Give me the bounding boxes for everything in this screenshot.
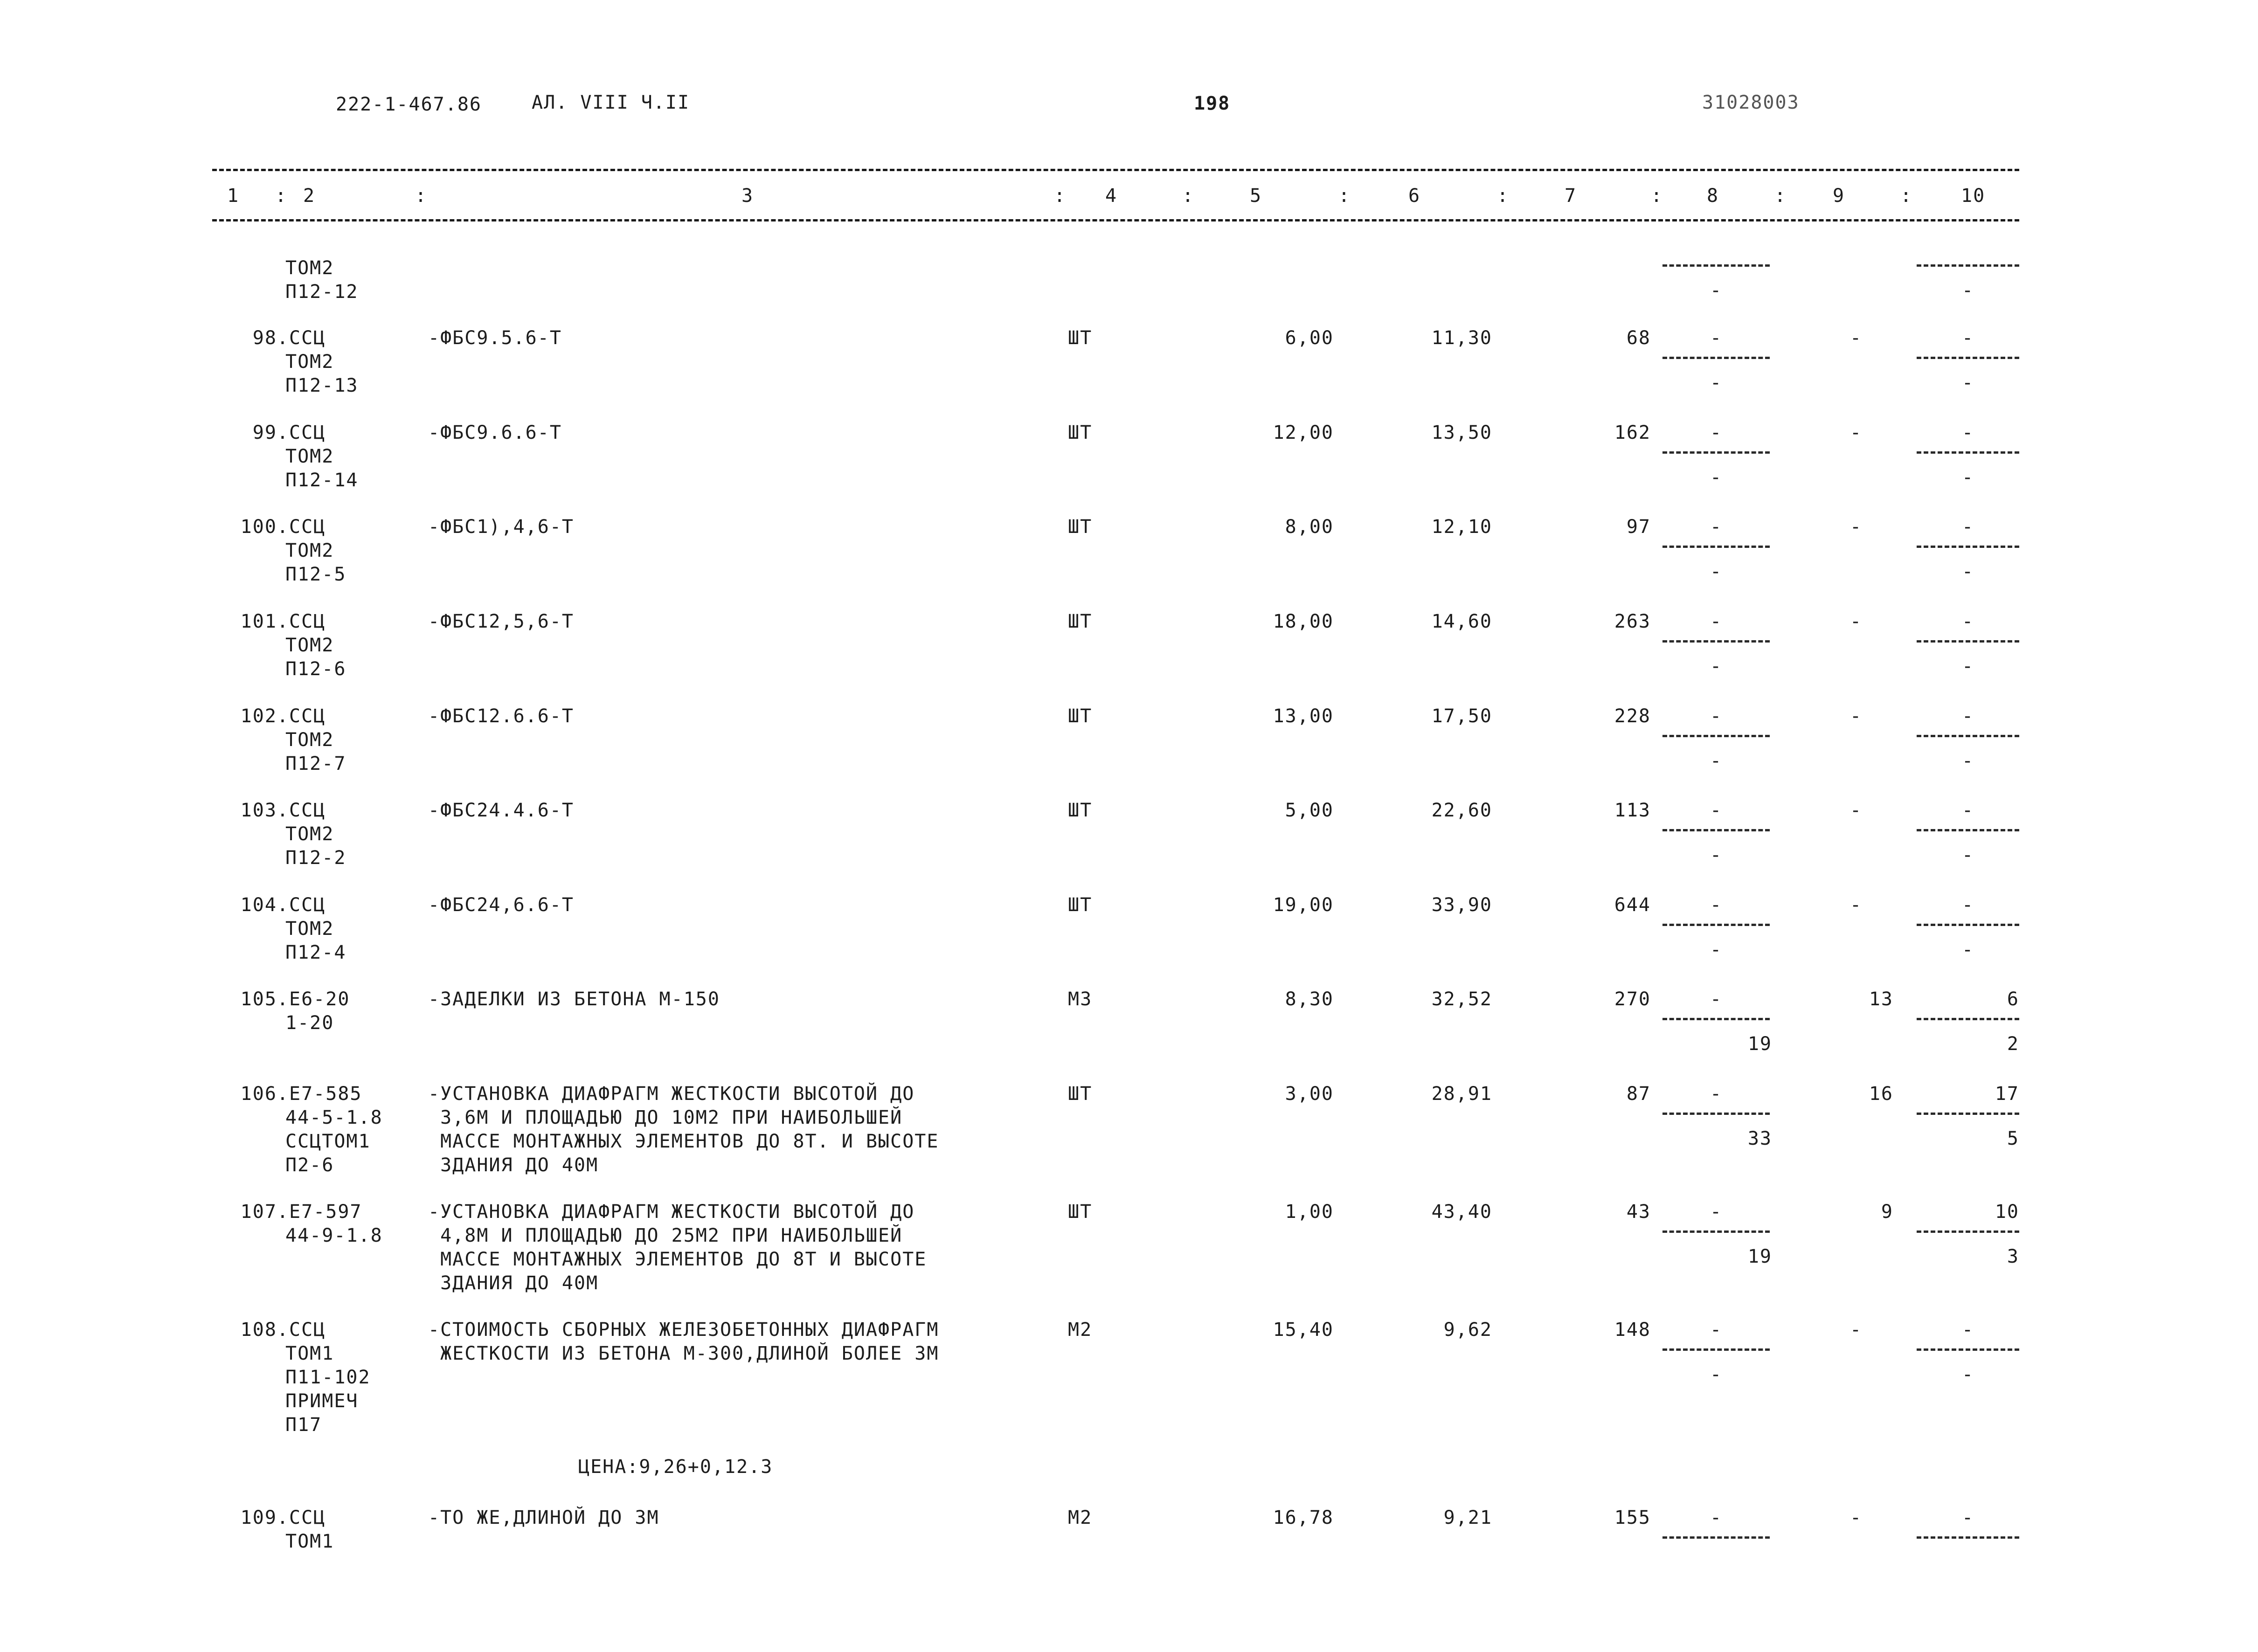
col8-fraction-line: [1662, 1018, 1770, 1020]
column-header-3: 3: [741, 185, 754, 207]
total-cost-value: 113: [1614, 800, 1651, 821]
work-description-line: -УСТАНОВКА ДИАФРАГМ ЖЕСТКОСТИ ВЫСОТОЙ ДО: [428, 1083, 915, 1105]
column-separator: :: [1900, 185, 1913, 207]
col8-fraction-line: [1662, 546, 1770, 548]
col8-bottom-value: -: [1710, 561, 1723, 582]
unit-of-measure: М3: [1068, 988, 1093, 1010]
col10-top-value: -: [1961, 705, 1974, 727]
rate-code-line: ТОМ2: [285, 540, 334, 561]
unit-price-value: 14,60: [1431, 611, 1492, 632]
col10-top-value: 10: [1995, 1201, 2019, 1223]
rate-code-line: ТОМ2: [285, 351, 334, 373]
unit-of-measure: ШТ: [1068, 327, 1093, 349]
unit-price-value: 13,50: [1431, 422, 1492, 443]
col10-fraction-line: [1917, 1536, 2019, 1539]
column-separator: :: [1774, 185, 1787, 207]
column-separator: :: [1054, 185, 1067, 207]
work-description-line: -УСТАНОВКА ДИАФРАГМ ЖЕСТКОСТИ ВЫСОТОЙ ДО: [428, 1201, 915, 1223]
work-description-line: 4,8М И ПЛОЩАДЬЮ ДО 25М2 ПРИ НАИБОЛЬШЕЙ: [428, 1225, 903, 1246]
work-description-line: ЗДАНИЯ ДО 40М: [428, 1272, 599, 1294]
col9-value: 16: [1869, 1083, 1893, 1105]
col10-bottom-value: -: [1961, 1364, 1974, 1385]
rate-code-line: П12-2: [285, 847, 346, 869]
rate-code-line: ПРИМЕЧ: [285, 1390, 359, 1412]
row-number: 101.: [240, 611, 289, 632]
column-separator: :: [1497, 185, 1510, 207]
col10-top-value: 6: [2007, 988, 2019, 1010]
row-number: 100.: [240, 516, 289, 538]
row-number: 103.: [240, 800, 289, 821]
column-header-4: 4: [1105, 185, 1118, 207]
col9-value: -: [1849, 705, 1863, 727]
col8-fraction-line: [1662, 829, 1770, 831]
rate-code-line: ТОМ1: [285, 1531, 334, 1552]
col8-top-value: -: [1710, 894, 1723, 916]
col8-bottom-value: -: [1710, 939, 1723, 961]
rate-code-line: ССЦ: [289, 611, 326, 632]
col10-fraction-line: [1917, 1230, 2019, 1233]
quantity-value: 5,00: [1285, 800, 1334, 821]
document-code: 222-1-467.86: [336, 94, 482, 115]
column-header-5: 5: [1250, 185, 1262, 207]
col10-bottom-value: 2: [2007, 1033, 2019, 1055]
rate-code-line: П11-102: [285, 1367, 371, 1388]
col9-value: -: [1849, 1507, 1863, 1528]
work-description-line: -ЗАДЕЛКИ ИЗ БЕТОНА М-150: [428, 988, 720, 1010]
rate-code-line: Е7-597: [289, 1201, 362, 1223]
total-cost-value: 97: [1626, 516, 1651, 538]
col9-value: -: [1849, 1319, 1863, 1341]
col10-bottom-value: -: [1961, 467, 1974, 488]
rate-code-line: П17: [285, 1414, 322, 1436]
row-number: 105.: [240, 988, 289, 1010]
col9-value: 13: [1869, 988, 1893, 1010]
column-separator: :: [1338, 185, 1351, 207]
col8-bottom-value: -: [1710, 372, 1723, 394]
col9-value: -: [1849, 422, 1863, 443]
quantity-value: 18,00: [1273, 611, 1334, 632]
col10-top-value: -: [1961, 800, 1974, 821]
col8-top-value: -: [1710, 516, 1723, 538]
page-number: 198: [1194, 93, 1231, 114]
column-header-9: 9: [1833, 185, 1845, 207]
row-number: 98.: [252, 327, 289, 349]
col10-fraction-line: [1917, 1018, 2019, 1020]
col8-fraction-line: [1662, 357, 1770, 359]
rate-code-line: 1-20: [285, 1012, 334, 1034]
total-cost-value: 228: [1614, 705, 1651, 727]
work-description-line: МАССЕ МОНТАЖНЫХ ЭЛЕМЕНТОВ ДО 8Т. И ВЫСОТЕ: [428, 1131, 939, 1152]
col10-top-value: -: [1961, 1319, 1974, 1341]
col8-fraction-line: [1662, 1348, 1770, 1351]
rate-code-line: ССЦ: [289, 422, 326, 443]
col8-top-value: -: [1710, 422, 1723, 443]
work-description-line: ЖЕСТКОСТИ ИЗ БЕТОНА М-300,ДЛИНОЙ БОЛЕЕ 3М: [428, 1343, 939, 1364]
col9-value: -: [1849, 611, 1863, 632]
col10-bottom-value: -: [1961, 844, 1974, 866]
rate-code-line: ССЦ: [289, 1507, 326, 1528]
quantity-value: 1,00: [1285, 1201, 1334, 1223]
quantity-value: 6,00: [1285, 327, 1334, 349]
unit-of-measure: ШТ: [1068, 611, 1093, 632]
col8-fraction-line: [1662, 1230, 1770, 1233]
col10-top-value: -: [1961, 1507, 1974, 1528]
rate-code-line: ТОМ1: [285, 1343, 334, 1364]
unit-price-value: 9,21: [1443, 1507, 1492, 1528]
total-cost-value: 155: [1614, 1507, 1651, 1528]
unit-of-measure: М2: [1068, 1507, 1093, 1528]
col8-fraction-line: [1662, 264, 1770, 267]
quantity-value: 19,00: [1273, 894, 1334, 916]
unit-price-value: 33,90: [1431, 894, 1492, 916]
quantity-value: 8,30: [1285, 988, 1334, 1010]
col8-top-value: -: [1710, 800, 1723, 821]
col10-fraction-line: [1917, 924, 2019, 926]
unit-price-value: 11,30: [1431, 327, 1492, 349]
unit-price-value: 22,60: [1431, 800, 1492, 821]
rate-code-line: П12-13: [285, 375, 359, 396]
document-number: 31028003: [1702, 92, 1800, 113]
col10-fraction-line: [1917, 1348, 2019, 1351]
col10-top-value: -: [1961, 516, 1974, 538]
rate-code-line: ТОМ2: [285, 918, 334, 940]
col8-bottom-value: 19: [1747, 1246, 1772, 1267]
col8-top-value: -: [1710, 1083, 1723, 1105]
col9-value: -: [1849, 516, 1863, 538]
unit-price-value: 43,40: [1431, 1201, 1492, 1223]
quantity-value: 3,00: [1285, 1083, 1334, 1105]
col8-bottom-value: -: [1710, 467, 1723, 488]
rate-code-line: ТОМ2: [285, 823, 334, 845]
unit-price-value: 32,52: [1431, 988, 1492, 1010]
rate-code-line: П2-6: [285, 1154, 334, 1176]
row-number: 109.: [240, 1507, 289, 1528]
col9-value: -: [1849, 894, 1863, 916]
col10-bottom-value: -: [1961, 656, 1974, 677]
album-label: АЛ. VIII Ч.II: [532, 92, 690, 113]
col10-top-value: -: [1961, 327, 1974, 349]
work-description-line: -ФБС1),4,6-Т: [428, 516, 574, 538]
col10-fraction-line: [1917, 264, 2019, 267]
col10-fraction-line: [1917, 546, 2019, 548]
column-header-8: 8: [1707, 185, 1719, 207]
col8-fraction-line: [1662, 1536, 1770, 1539]
work-description-line: -ТО ЖЕ,ДЛИНОЙ ДО 3М: [428, 1507, 659, 1528]
rate-code-line: ССЦ: [289, 894, 326, 916]
row-number: 104.: [240, 894, 289, 916]
rate-code-line: ТОМ2: [285, 446, 334, 467]
unit-of-measure: ШТ: [1068, 422, 1093, 443]
unit-of-measure: ШТ: [1068, 705, 1093, 727]
row-number: 102.: [240, 705, 289, 727]
unit-of-measure: ШТ: [1068, 894, 1093, 916]
col10-fraction-line: [1917, 357, 2019, 359]
rate-code-line: 44-5-1.8: [285, 1107, 383, 1128]
col8-bottom-value: 33: [1747, 1128, 1772, 1149]
work-description-line: -СТОИМОСТЬ СБОРНЫХ ЖЕЛЕЗОБЕТОННЫХ ДИАФРАГМ: [428, 1319, 939, 1341]
work-description-line: -ФБС24,6.6-Т: [428, 894, 574, 916]
col8-top-value: -: [1710, 1201, 1723, 1223]
work-description-line: МАССЕ МОНТАЖНЫХ ЭЛЕМЕНТОВ ДО 8Т И ВЫСОТЕ: [428, 1249, 927, 1270]
col10-bottom-value: -: [1961, 750, 1974, 772]
column-header-2: 2: [303, 185, 316, 207]
col10-top-value: 17: [1995, 1083, 2019, 1105]
total-cost-value: 270: [1614, 988, 1651, 1010]
work-description-line: -ФБС12,5,6-Т: [428, 611, 574, 632]
rate-code-line: ССЦ: [289, 800, 326, 821]
unit-price-value: 12,10: [1431, 516, 1492, 538]
col8-fraction-line: [1662, 924, 1770, 926]
rate-code-line: ССЦ: [289, 705, 326, 727]
col8-top-value: -: [1710, 611, 1723, 632]
col10-bottom-value: -: [1961, 561, 1974, 582]
col10-bottom-value: -: [1961, 280, 1974, 301]
col8-bottom-value: -: [1710, 1364, 1723, 1385]
quantity-value: 13,00: [1273, 705, 1334, 727]
col10-fraction-line: [1917, 451, 2019, 454]
col8-top-value: -: [1710, 988, 1723, 1010]
col8-fraction-line: [1662, 735, 1770, 737]
column-header-6: 6: [1408, 185, 1421, 207]
col10-top-value: -: [1961, 894, 1974, 916]
col10-fraction-line: [1917, 1113, 2019, 1115]
rate-code-line: ССЦ: [289, 1319, 326, 1341]
unit-of-measure: ШТ: [1068, 516, 1093, 538]
col8-bottom-value: -: [1710, 844, 1723, 866]
col10-fraction-line: [1917, 735, 2019, 737]
work-description-line: -ФБС9.5.6-Т: [428, 327, 562, 349]
work-description-line: 3,6М И ПЛОЩАДЬЮ ДО 10М2 ПРИ НАИБОЛЬШЕЙ: [428, 1107, 903, 1128]
col9-value: 9: [1881, 1201, 1893, 1223]
total-cost-value: 644: [1614, 894, 1651, 916]
col10-top-value: -: [1961, 611, 1974, 632]
column-separator: :: [275, 185, 288, 207]
unit-of-measure: М2: [1068, 1319, 1093, 1341]
row-number: 99.: [252, 422, 289, 443]
work-description-line: ЗДАНИЯ ДО 40М: [428, 1154, 599, 1176]
col8-top-value: -: [1710, 1319, 1723, 1341]
rate-code-line: П12-6: [285, 658, 346, 680]
col8-bottom-value: -: [1710, 750, 1723, 772]
col10-top-value: -: [1961, 422, 1974, 443]
column-header-7: 7: [1565, 185, 1577, 207]
quantity-value: 12,00: [1273, 422, 1334, 443]
col8-fraction-line: [1662, 451, 1770, 454]
rate-code-line: ССЦТОМ1: [285, 1131, 371, 1152]
row-number: 108.: [240, 1319, 289, 1341]
unit-of-measure: ШТ: [1068, 1083, 1093, 1105]
col10-bottom-value: -: [1961, 939, 1974, 961]
col8-bottom-value: 19: [1747, 1033, 1772, 1055]
col8-fraction-line: [1662, 1113, 1770, 1115]
work-description-line: -ФБС12.6.6-Т: [428, 705, 574, 727]
unit-of-measure: ШТ: [1068, 1201, 1093, 1223]
quantity-value: 15,40: [1273, 1319, 1334, 1341]
rate-code-line: П12-12: [285, 281, 359, 303]
col8-top-value: -: [1710, 705, 1723, 727]
rate-code-line: П12-7: [285, 753, 346, 774]
column-header-1: 1: [227, 185, 240, 207]
col10-bottom-value: 5: [2007, 1128, 2019, 1149]
row-number: 106.: [240, 1083, 289, 1105]
unit-price-value: 28,91: [1431, 1083, 1492, 1105]
col8-top-value: -: [1710, 1507, 1723, 1528]
column-separator: :: [1651, 185, 1663, 207]
rate-code-line: П12-14: [285, 470, 359, 491]
unit-of-measure: ШТ: [1068, 800, 1093, 821]
total-cost-value: 43: [1626, 1201, 1651, 1223]
total-cost-value: 87: [1626, 1083, 1651, 1105]
rate-code-line: ССЦ: [289, 516, 326, 538]
col9-value: -: [1849, 327, 1863, 349]
rate-code-line: 44-9-1.8: [285, 1225, 383, 1246]
rate-code-line: ССЦ: [289, 327, 326, 349]
total-cost-value: 148: [1614, 1319, 1651, 1341]
col8-bottom-value: -: [1710, 656, 1723, 677]
col8-bottom-value: -: [1710, 280, 1723, 301]
total-cost-value: 68: [1626, 327, 1651, 349]
unit-price-value: 17,50: [1431, 705, 1492, 727]
column-separator: :: [1182, 185, 1195, 207]
col8-top-value: -: [1710, 327, 1723, 349]
col10-fraction-line: [1917, 640, 2019, 643]
rate-code-line: Е6-20: [289, 988, 350, 1010]
rate-code-line: П12-5: [285, 564, 346, 585]
total-cost-value: 263: [1614, 611, 1651, 632]
rate-code-line: Е7-585: [289, 1083, 362, 1105]
total-cost-value: 162: [1614, 422, 1651, 443]
quantity-value: 8,00: [1285, 516, 1334, 538]
unit-price-value: 9,62: [1443, 1319, 1492, 1341]
row-number: 107.: [240, 1201, 289, 1223]
work-description-line: -ФБС24.4.6-Т: [428, 800, 574, 821]
quantity-value: 16,78: [1273, 1507, 1334, 1528]
rate-code-line: ТОМ2: [285, 729, 334, 751]
rate-code-line: ТОМ2: [285, 635, 334, 656]
col8-fraction-line: [1662, 640, 1770, 643]
price-note: ЦЕНА:9,26+0,12.3: [578, 1456, 773, 1478]
col10-fraction-line: [1917, 829, 2019, 831]
rate-code-line: П12-4: [285, 942, 346, 963]
col10-bottom-value: -: [1961, 372, 1974, 394]
column-header-10: 10: [1961, 185, 1986, 207]
col9-value: -: [1849, 800, 1863, 821]
col10-bottom-value: 3: [2007, 1246, 2019, 1267]
column-separator: :: [415, 185, 428, 207]
work-description-line: -ФБС9.6.6-Т: [428, 422, 562, 443]
rate-code-line: ТОМ2: [285, 257, 334, 279]
